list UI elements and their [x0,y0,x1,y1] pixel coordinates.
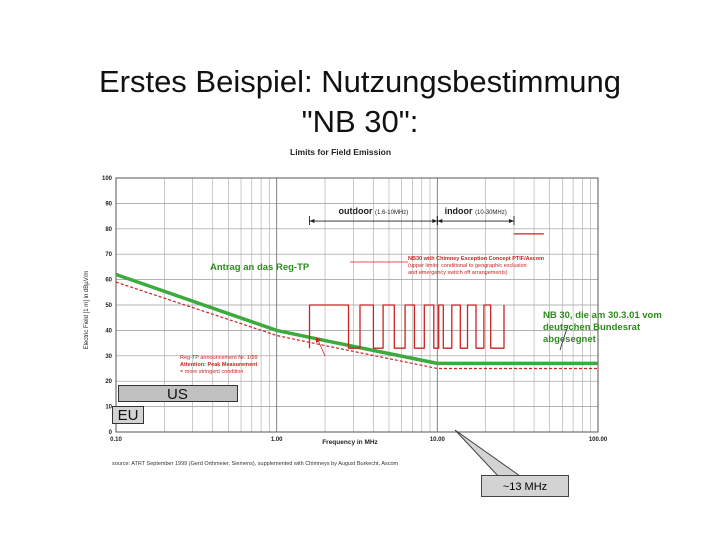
slide-title-line1: Erstes Beispiel: Nutzungsbestimmung [98,64,622,99]
x-tick-label: 0.10 [110,437,122,443]
x-axis-label: Frequency in MHz [322,439,378,446]
annotation-chimney-line1: NB30 with Chimney Exception Concept PTIF/Ascom [408,256,544,262]
annotation-chimney-line2: (upper limits: conditional to geographic exclusion [408,263,527,269]
chart-source: source: ATRT September 1999 (Gerd Orthmeier, Siemens), supplemented with Chimneys by August Burkecht, Ascom [112,461,399,467]
annotation-regtp-line3: = more stringent condition [180,369,244,375]
x-tick-label: 10.00 [429,437,445,443]
x-tick-label: 1.00 [270,437,283,443]
annotation-nb30-adopted: NB 30, die am 30.3.01 vom deutschen Bundesrat abgesegnet [543,310,662,345]
y-tick-label: 0 [108,430,112,436]
slide-title-line2: "NB 30": [301,104,419,139]
annotation-regtp-line2: Attention: Peak Measurement [180,362,258,368]
chart-region-labels [309,206,514,225]
annotation-chimney-line3: and emergency switch off arrangements) [408,270,508,276]
region-arrow [432,219,437,223]
y-tick-label: 10 [105,404,112,411]
region-label: indoor (10-30MHz) [444,206,507,217]
y-tick-label: 90 [105,201,112,208]
annotation-antrag: Antrag an das Reg-TP [210,262,310,273]
callout-13mhz: ~13 MHz [481,475,569,497]
region-arrow [509,219,514,223]
y-tick-label: 100 [101,176,112,182]
y-tick-label: 80 [105,226,112,233]
region-label: outdoor (1.6-10MHz) [338,206,409,217]
annotation-regtp [180,355,315,376]
y-tick-label: 60 [105,277,112,284]
y-tick-label: 70 [105,252,112,259]
chart-title: Limits for Field Emission [290,147,392,157]
y-tick-label: 20 [105,379,112,386]
y-tick-label: 50 [105,303,112,309]
annotation-regtp-line1: Reg-TP announcement Nr. 1/99 [180,355,258,361]
annotation-chimney [408,256,593,277]
y-axis-label: Electric Field [1 m] in dBµV/m [84,270,90,350]
y-tick-label: 40 [105,328,112,335]
callout-pointer [455,430,520,476]
region-arrow [437,219,442,223]
region-arrow [309,219,314,223]
series-nb-30 [116,275,598,364]
x-tick-label: 100.00 [588,437,608,443]
eu-box: EU [112,406,144,424]
pointer-regtp [318,340,325,356]
us-box: US [118,385,238,402]
y-tick-label: 30 [105,353,112,360]
